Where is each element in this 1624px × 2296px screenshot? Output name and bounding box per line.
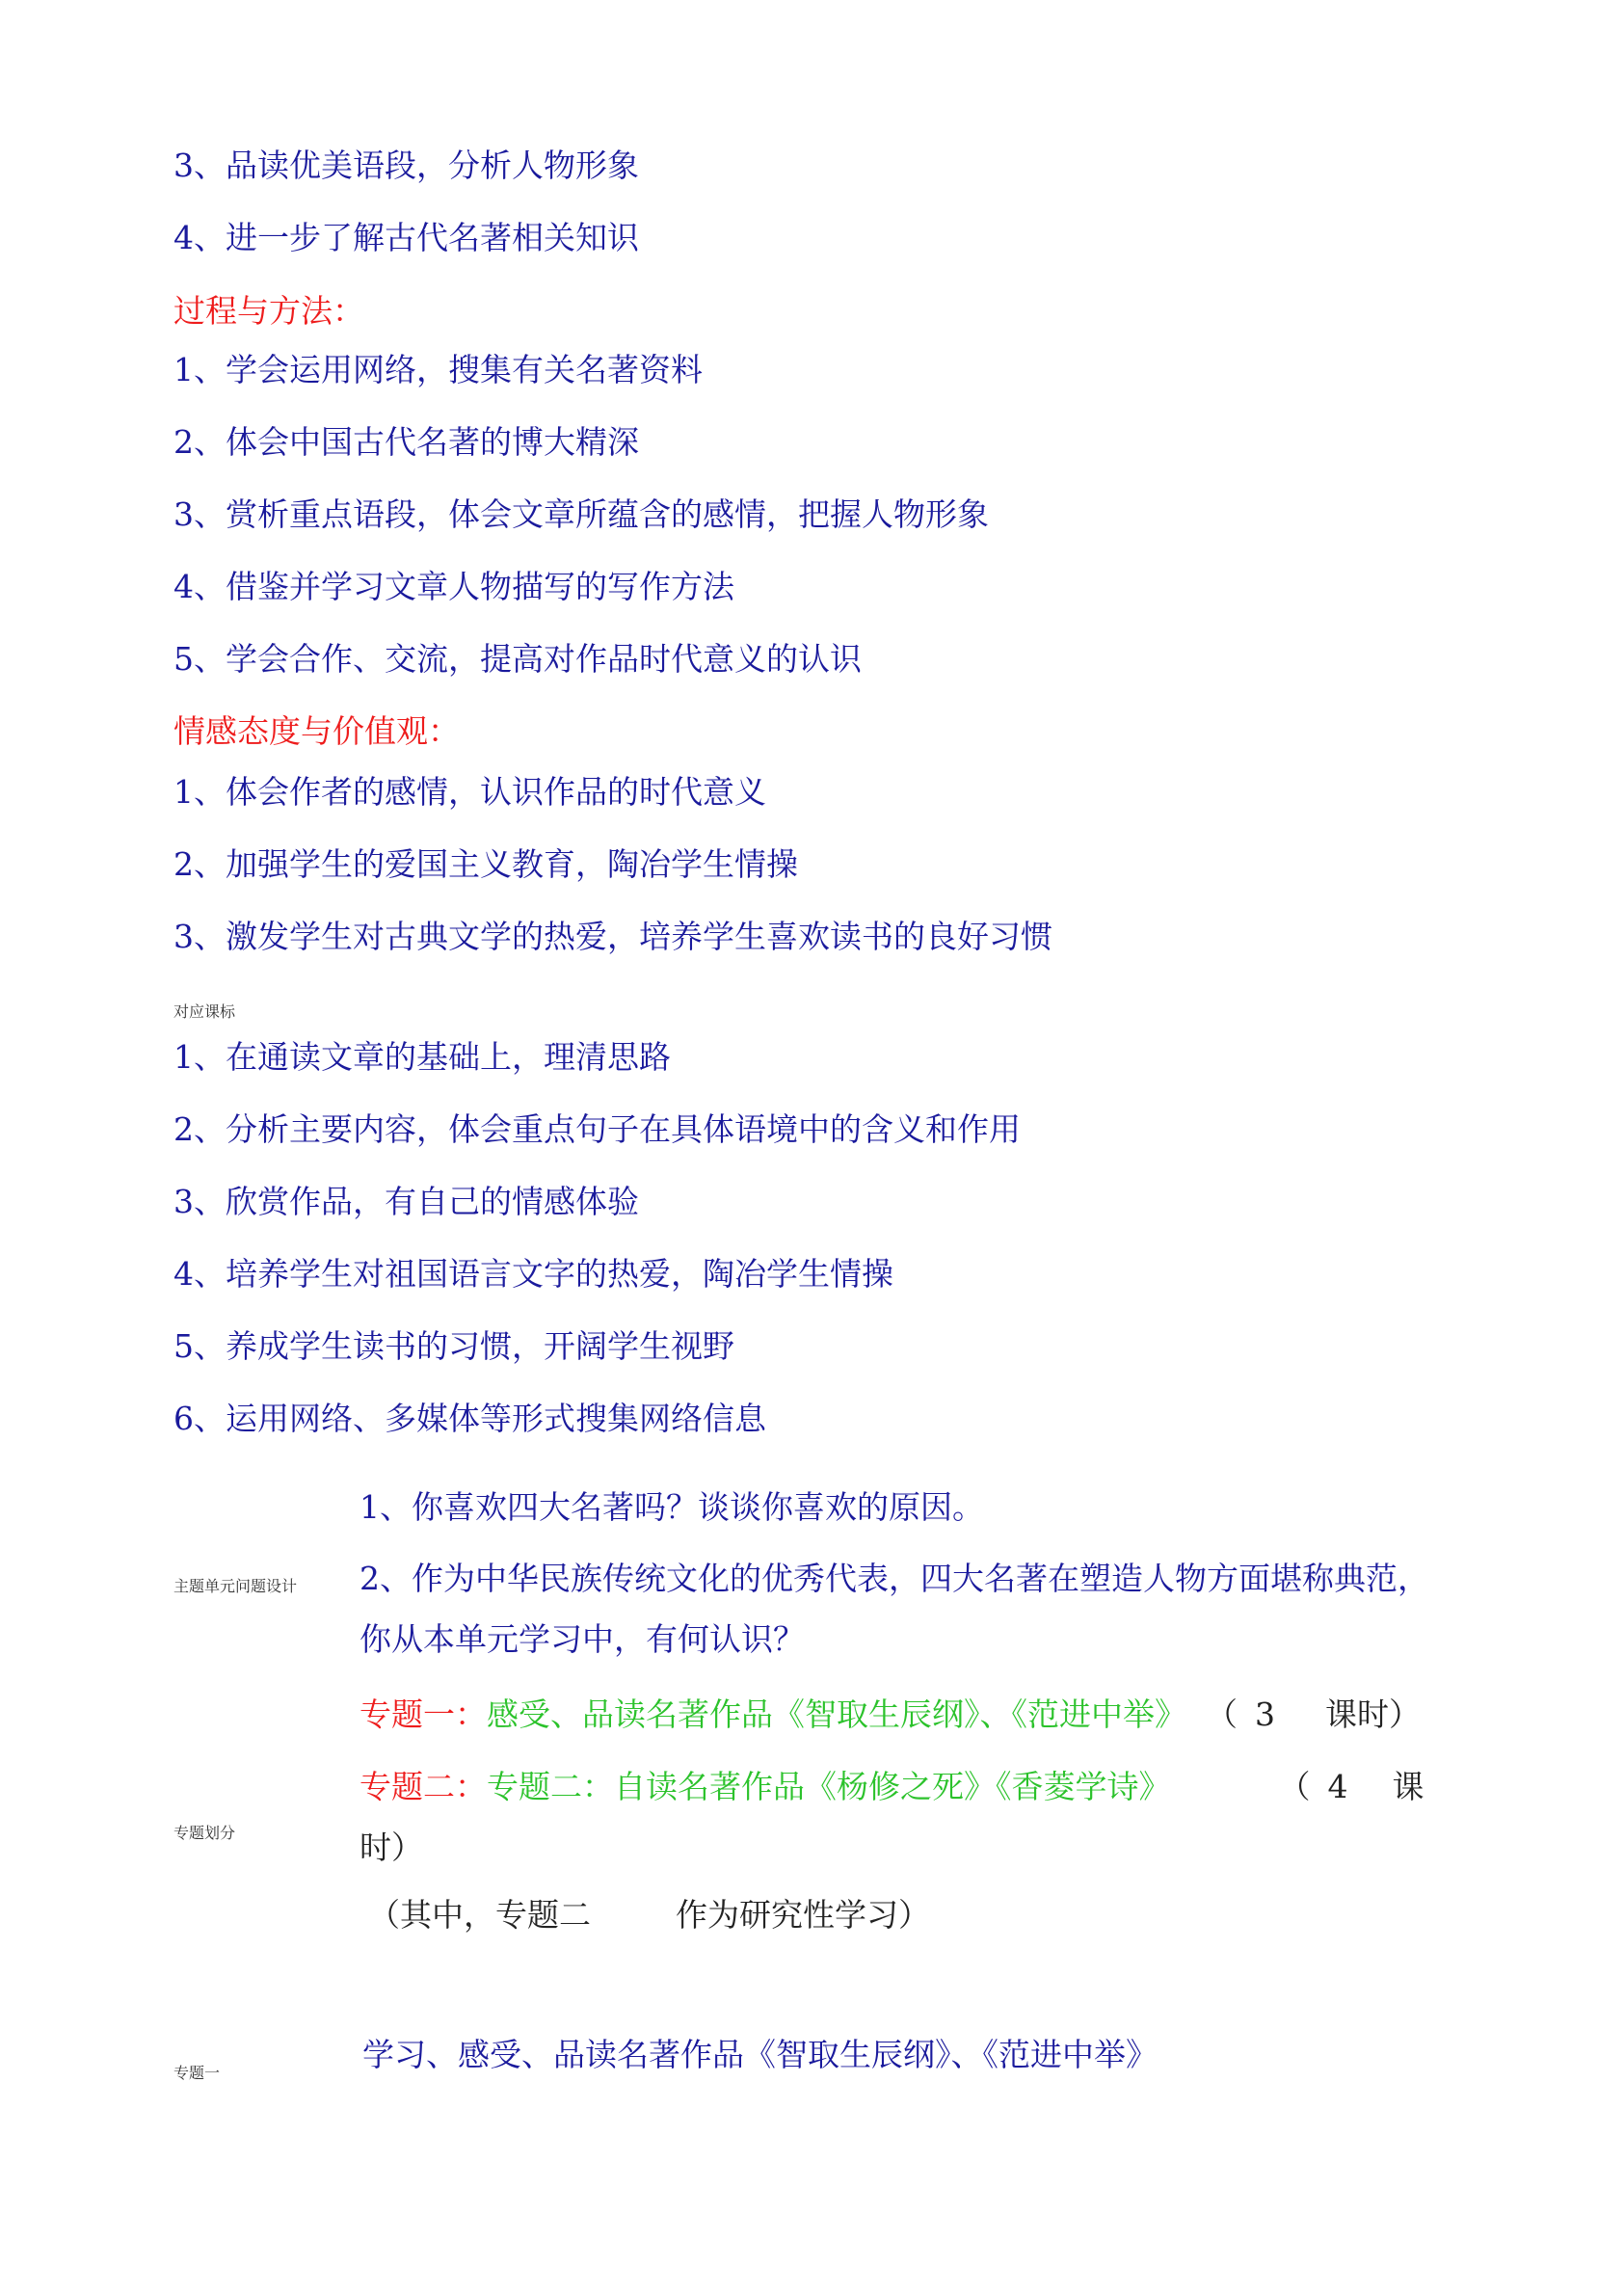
topic-note: [368, 1894, 930, 1936]
standards-item-4: 4、培养学生对祖国语言文字的热爱，陶冶学生情操: [173, 1255, 893, 1293]
topic-1-row: [359, 1694, 1421, 1736]
topic-2-title: 专题二：自读名著作品《杨修之死》《香菱学诗》: [487, 1768, 1171, 1805]
topic-note-b: 作为研究性学习）: [676, 1896, 930, 1934]
standards-item-2: 2、分析主要内容，体会重点句子在具体语境中的含义和作用: [173, 1110, 1021, 1148]
standards-label: 对应课标: [173, 1002, 236, 1021]
emotion-item-2: 2、加强学生的爱国主义教育，陶冶学生情操: [173, 845, 798, 883]
topic-2-hours-num: 4: [1327, 1768, 1348, 1805]
process-item-5: 5、学会合作、交流，提高对作品时代意义的认识: [173, 640, 862, 678]
topic-2-name: 专题二：: [359, 1768, 487, 1805]
question-2-cont: 你从本单元学习中，有何认识？: [359, 1620, 805, 1658]
question-2: 2、作为中华民族传统文化的优秀代表，四大名著在塑造人物方面堪称典范，: [359, 1560, 1429, 1597]
topic-one-label: 专题一: [173, 2064, 221, 2082]
topic-1-hours-num: 3: [1255, 1695, 1275, 1733]
topic-2-hours-unit: 课: [1392, 1768, 1424, 1805]
topic-note-a: （其中，专题二: [368, 1896, 591, 1934]
topic-1-hours-open: （: [1206, 1695, 1238, 1733]
standards-item-5: 5、养成学生读书的习惯，开阔学生视野: [173, 1327, 734, 1365]
topic-1-name: 专题一：: [359, 1695, 487, 1733]
question-1: 1、你喜欢四大名著吗？谈谈你喜欢的原因。: [359, 1488, 984, 1526]
process-item-3: 3、赏析重点语段，体会文章所蕴含的感情，把握人物形象: [173, 495, 989, 533]
standards-item-1: 1、在通读文章的基础上，理清思路: [173, 1038, 671, 1076]
process-heading: 过程与方法：: [173, 292, 364, 330]
standards-item-3: 3、欣赏作品，有自己的情感体验: [173, 1183, 639, 1220]
topic-2-hours-open: （: [1278, 1768, 1311, 1805]
topics-label: 专题划分: [173, 1824, 236, 1842]
process-item-1: 1、学会运用网络，搜集有关名著资料: [173, 351, 703, 388]
topic-2-row: [359, 1766, 1424, 1808]
emotion-heading: 情感态度与价值观：: [173, 712, 460, 750]
topic-1-title: 感受、品读名著作品《智取生辰纲》、《范进中举》: [487, 1695, 1186, 1733]
topic-2-hours-cont: 时）: [359, 1829, 423, 1866]
process-item-2: 2、体会中国古代名著的博大精深: [173, 423, 639, 461]
topic-1-hours-unit: 课时）: [1325, 1695, 1421, 1733]
process-item-4: 4、借鉴并学习文章人物描写的写作方法: [173, 568, 734, 605]
knowledge-item-4: 4、进一步了解古代名著相关知识: [173, 219, 639, 256]
emotion-item-3: 3、激发学生对古典文学的热爱，培养学生喜欢读书的良好习惯: [173, 918, 1052, 955]
knowledge-item-3: 3、品读优美语段，分析人物形象: [173, 147, 639, 184]
topic-one-text: 学习、感受、品读名著作品《智取生辰纲》、《范进中举》: [362, 2036, 1158, 2073]
emotion-item-1: 1、体会作者的感情，认识作品的时代意义: [173, 773, 766, 811]
standards-item-6: 6、运用网络、多媒体等形式搜集网络信息: [173, 1400, 766, 1437]
questions-label: 主题单元问题设计: [173, 1577, 298, 1595]
